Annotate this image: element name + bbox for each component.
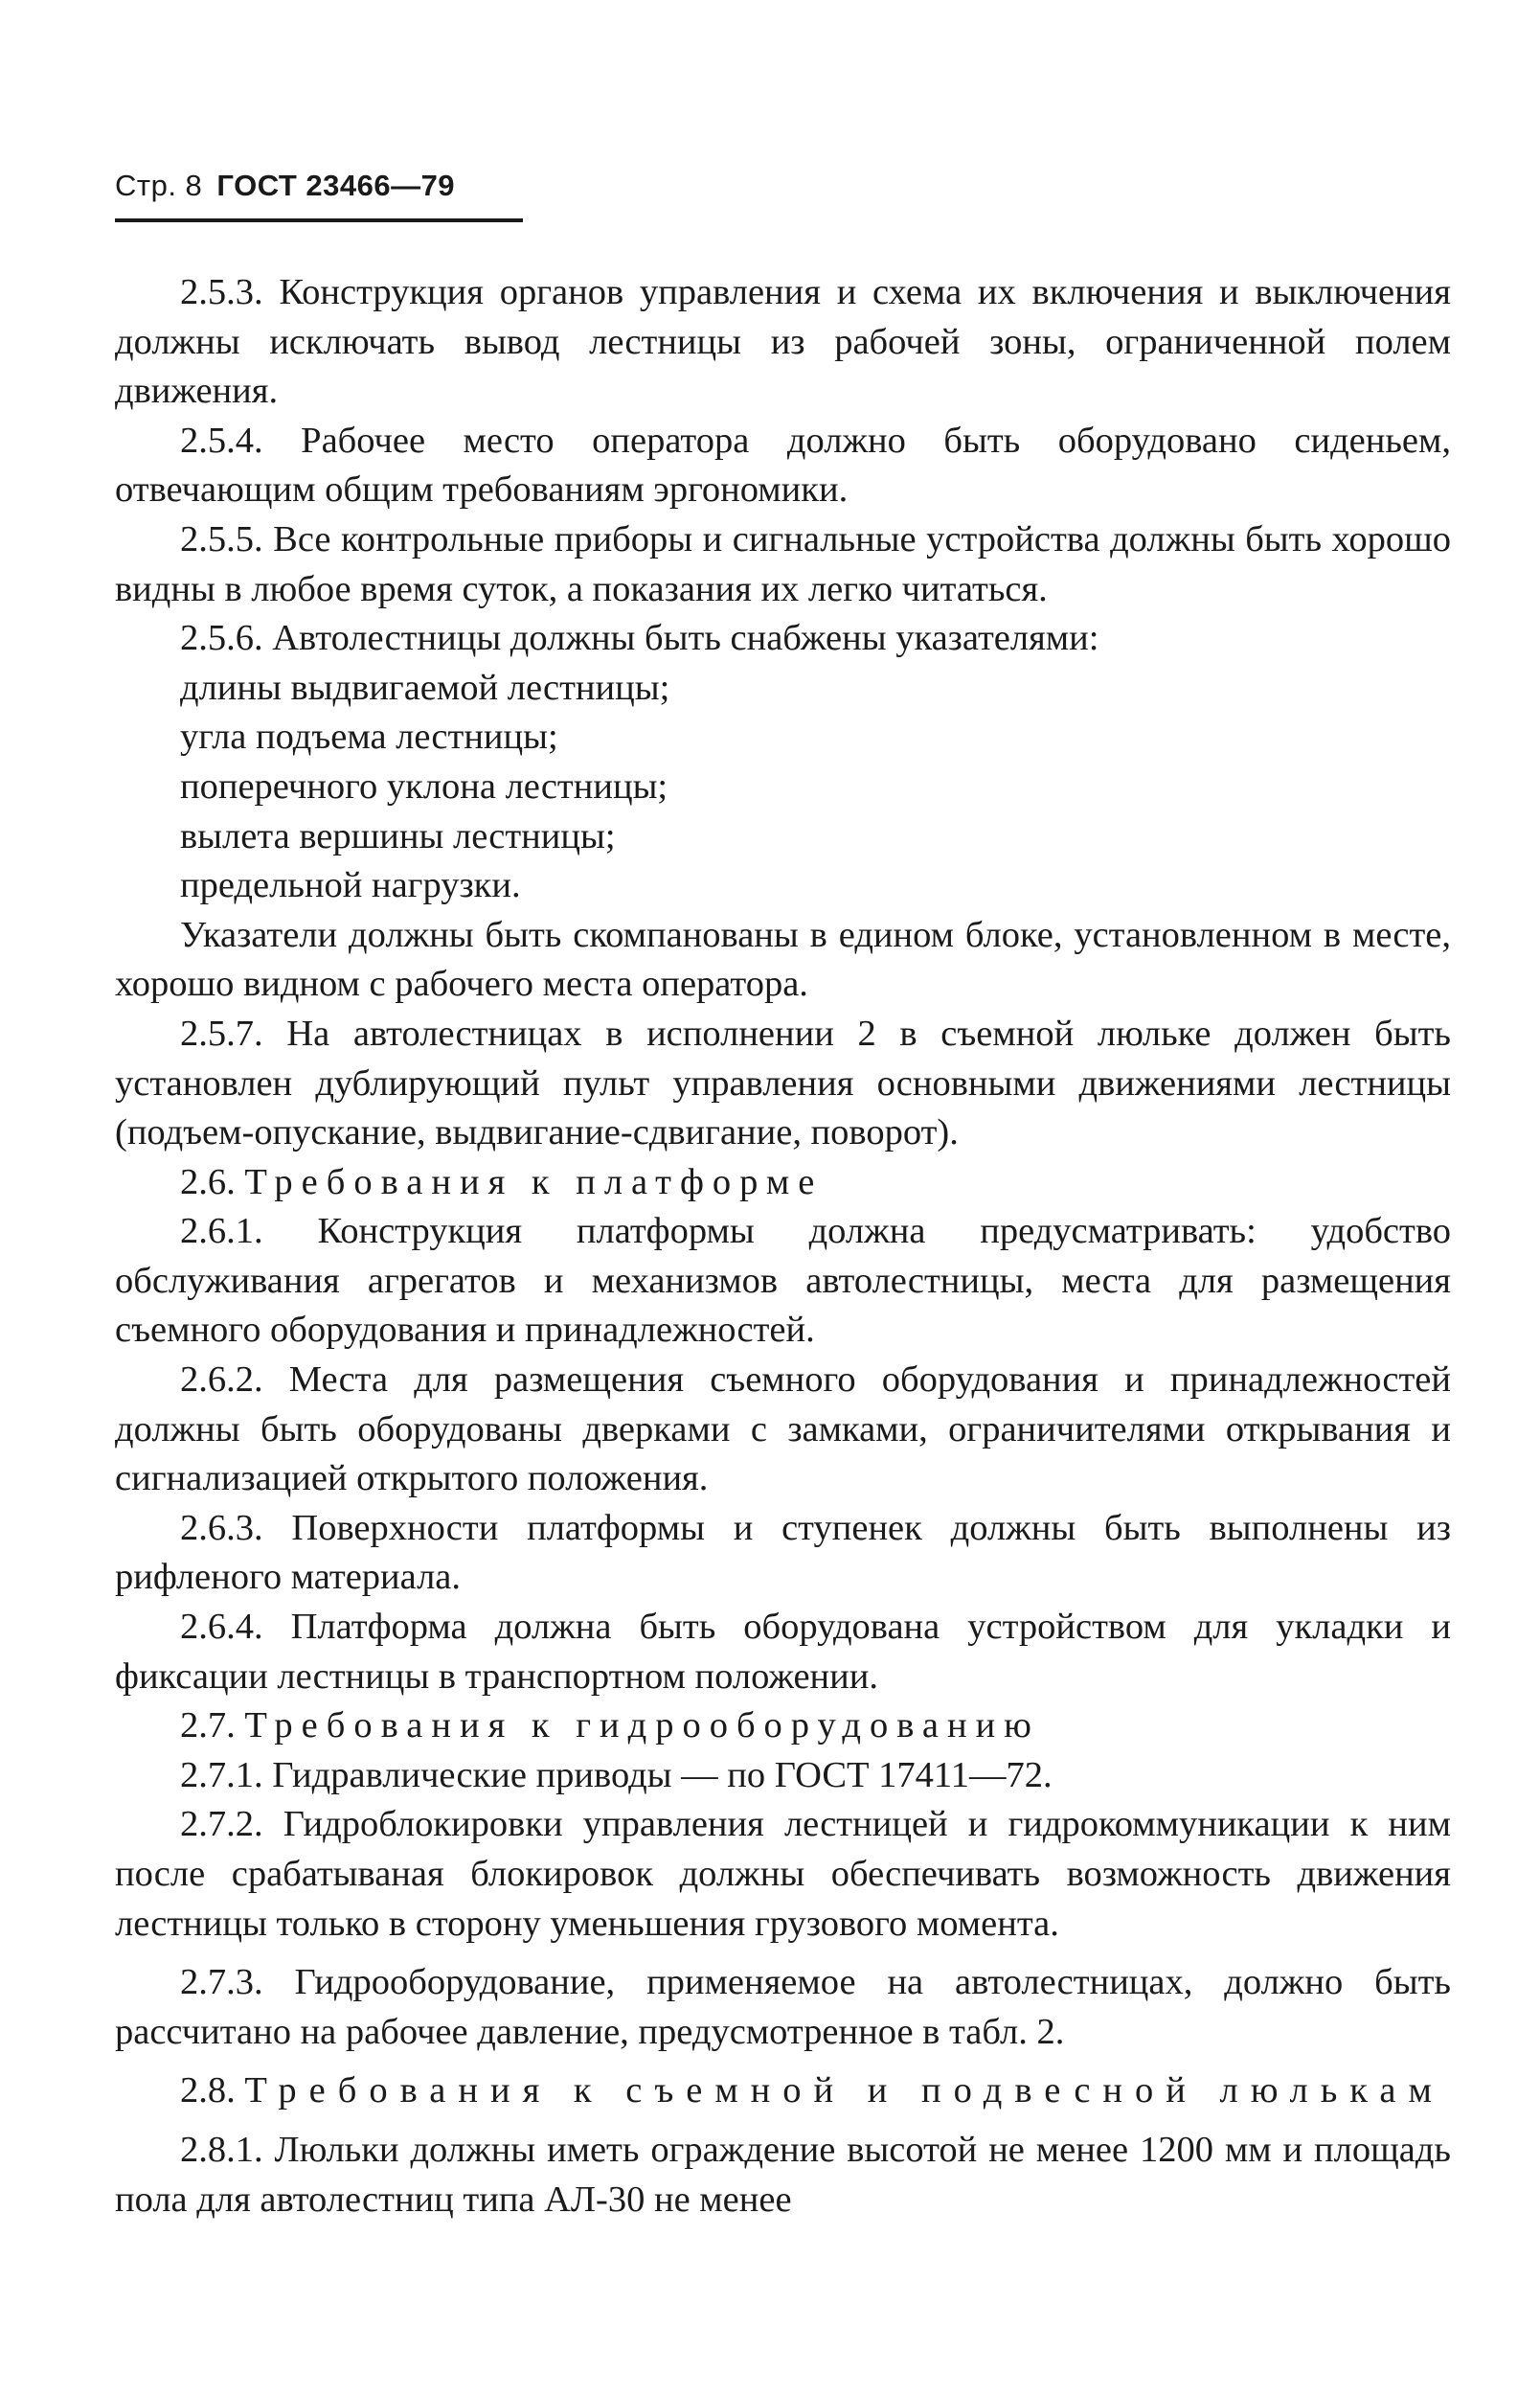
indicator-list-item: предельной нагрузки.	[180, 865, 521, 906]
clause-2-7-1: 2.7.1. Гидравлические приводы — по ГОСТ 17411—72.	[180, 1754, 1053, 1795]
clause-2-8-1: 2.8.1. Люльки должны иметь ограждение высотой не менее 1200 мм и площадь пола для автолестниц типа АЛ-30 не менее	[115, 2129, 1451, 2220]
clause-2-7-2: 2.7.2. Гидроблокировки управления лестницей и гидрокоммуникации к ним после срабатываная блокировок должны обеспечивать возможность движения лестницы только в сторону уменьшения грузового момента.	[115, 1804, 1451, 1944]
indicator-list-item: угла подъема лестницы;	[180, 717, 558, 758]
header-rule	[115, 218, 523, 222]
section-title: Требования к платформе	[244, 1161, 824, 1202]
clause-2-6-1: 2.6.1. Конструкция платформы должна предусматривать: удобство обслуживания агрегатов и механизмов автолестницы, места для размещения съемного оборудования и принадлежностей.	[115, 1211, 1451, 1351]
document-body	[115, 268, 1451, 2225]
clause-2-5-4: 2.5.4. Рабочее место оператора должно быть оборудовано сиденьем, отвечающим общим требованиям эргономики.	[115, 420, 1451, 511]
clause-2-5-6: 2.5.6. Автолестницы должны быть снабжены указателями:	[180, 618, 1099, 659]
clause-2-6-2: 2.6.2. Места для размещения съемного оборудования и принадлежностей должны быть оборудованы дверками с замками, ограничителями открывания и сигнализацией открытого положения.	[115, 1359, 1451, 1499]
section-number: 2.6.	[180, 1161, 236, 1202]
indicator-list-item: вылета вершины лестницы;	[180, 815, 616, 856]
section-title: Требования к гидрооборудованию	[244, 1705, 1040, 1746]
section-heading-2-8	[115, 2066, 1451, 2116]
page-header	[115, 169, 455, 203]
section-heading-2-6	[115, 1158, 1451, 1208]
clause-2-6-4: 2.6.4. Платформа должна быть оборудована устройством для укладки и фиксации лестницы в транспортном положении.	[115, 1607, 1451, 1697]
section-number: 2.8.	[180, 2070, 236, 2111]
indicator-list-item: длины выдвигаемой лестницы;	[180, 667, 670, 708]
indicators-note: Указатели должны быть скомпанованы в едином блоке, установленном в месте, хорошо видном с рабочего места оператора.	[115, 914, 1451, 1005]
section-heading-2-7	[115, 1701, 1451, 1751]
standard-designation: ГОСТ 23466—79	[216, 169, 456, 202]
clause-2-5-5: 2.5.5. Все контрольные приборы и сигнальные устройства должны быть хорошо видны в любое время суток, а показания их легко читаться.	[115, 518, 1451, 609]
clause-2-5-7: 2.5.7. На автолестницах в исполнении 2 в съемной люльке должен быть установлен дублирующий пульт управления основными движениями лестницы (подъем-опускание, выдвигание-сдвигание, поворот).	[115, 1013, 1451, 1153]
indicator-list-item: поперечного уклона лестницы;	[180, 765, 668, 807]
clause-2-5-3: 2.5.3. Конструкция органов управления и схема их включения и выключения должны исключать вывод лестницы из рабочей зоны, ограниченной полем движения.	[115, 272, 1451, 412]
section-number: 2.7.	[180, 1705, 236, 1746]
clause-2-6-3: 2.6.3. Поверхности платформы и ступенек должны быть выполнены из рифленого материала.	[115, 1507, 1451, 1598]
page-number: Стр. 8	[115, 169, 203, 202]
clause-2-7-3: 2.7.3. Гидрооборудование, применяемое на автолестницах, должно быть рассчитано на рабочее давление, предусмотренное в табл. 2.	[115, 1962, 1451, 2052]
section-title: Требования к съемной и подвесной люлькам	[244, 2070, 1444, 2111]
